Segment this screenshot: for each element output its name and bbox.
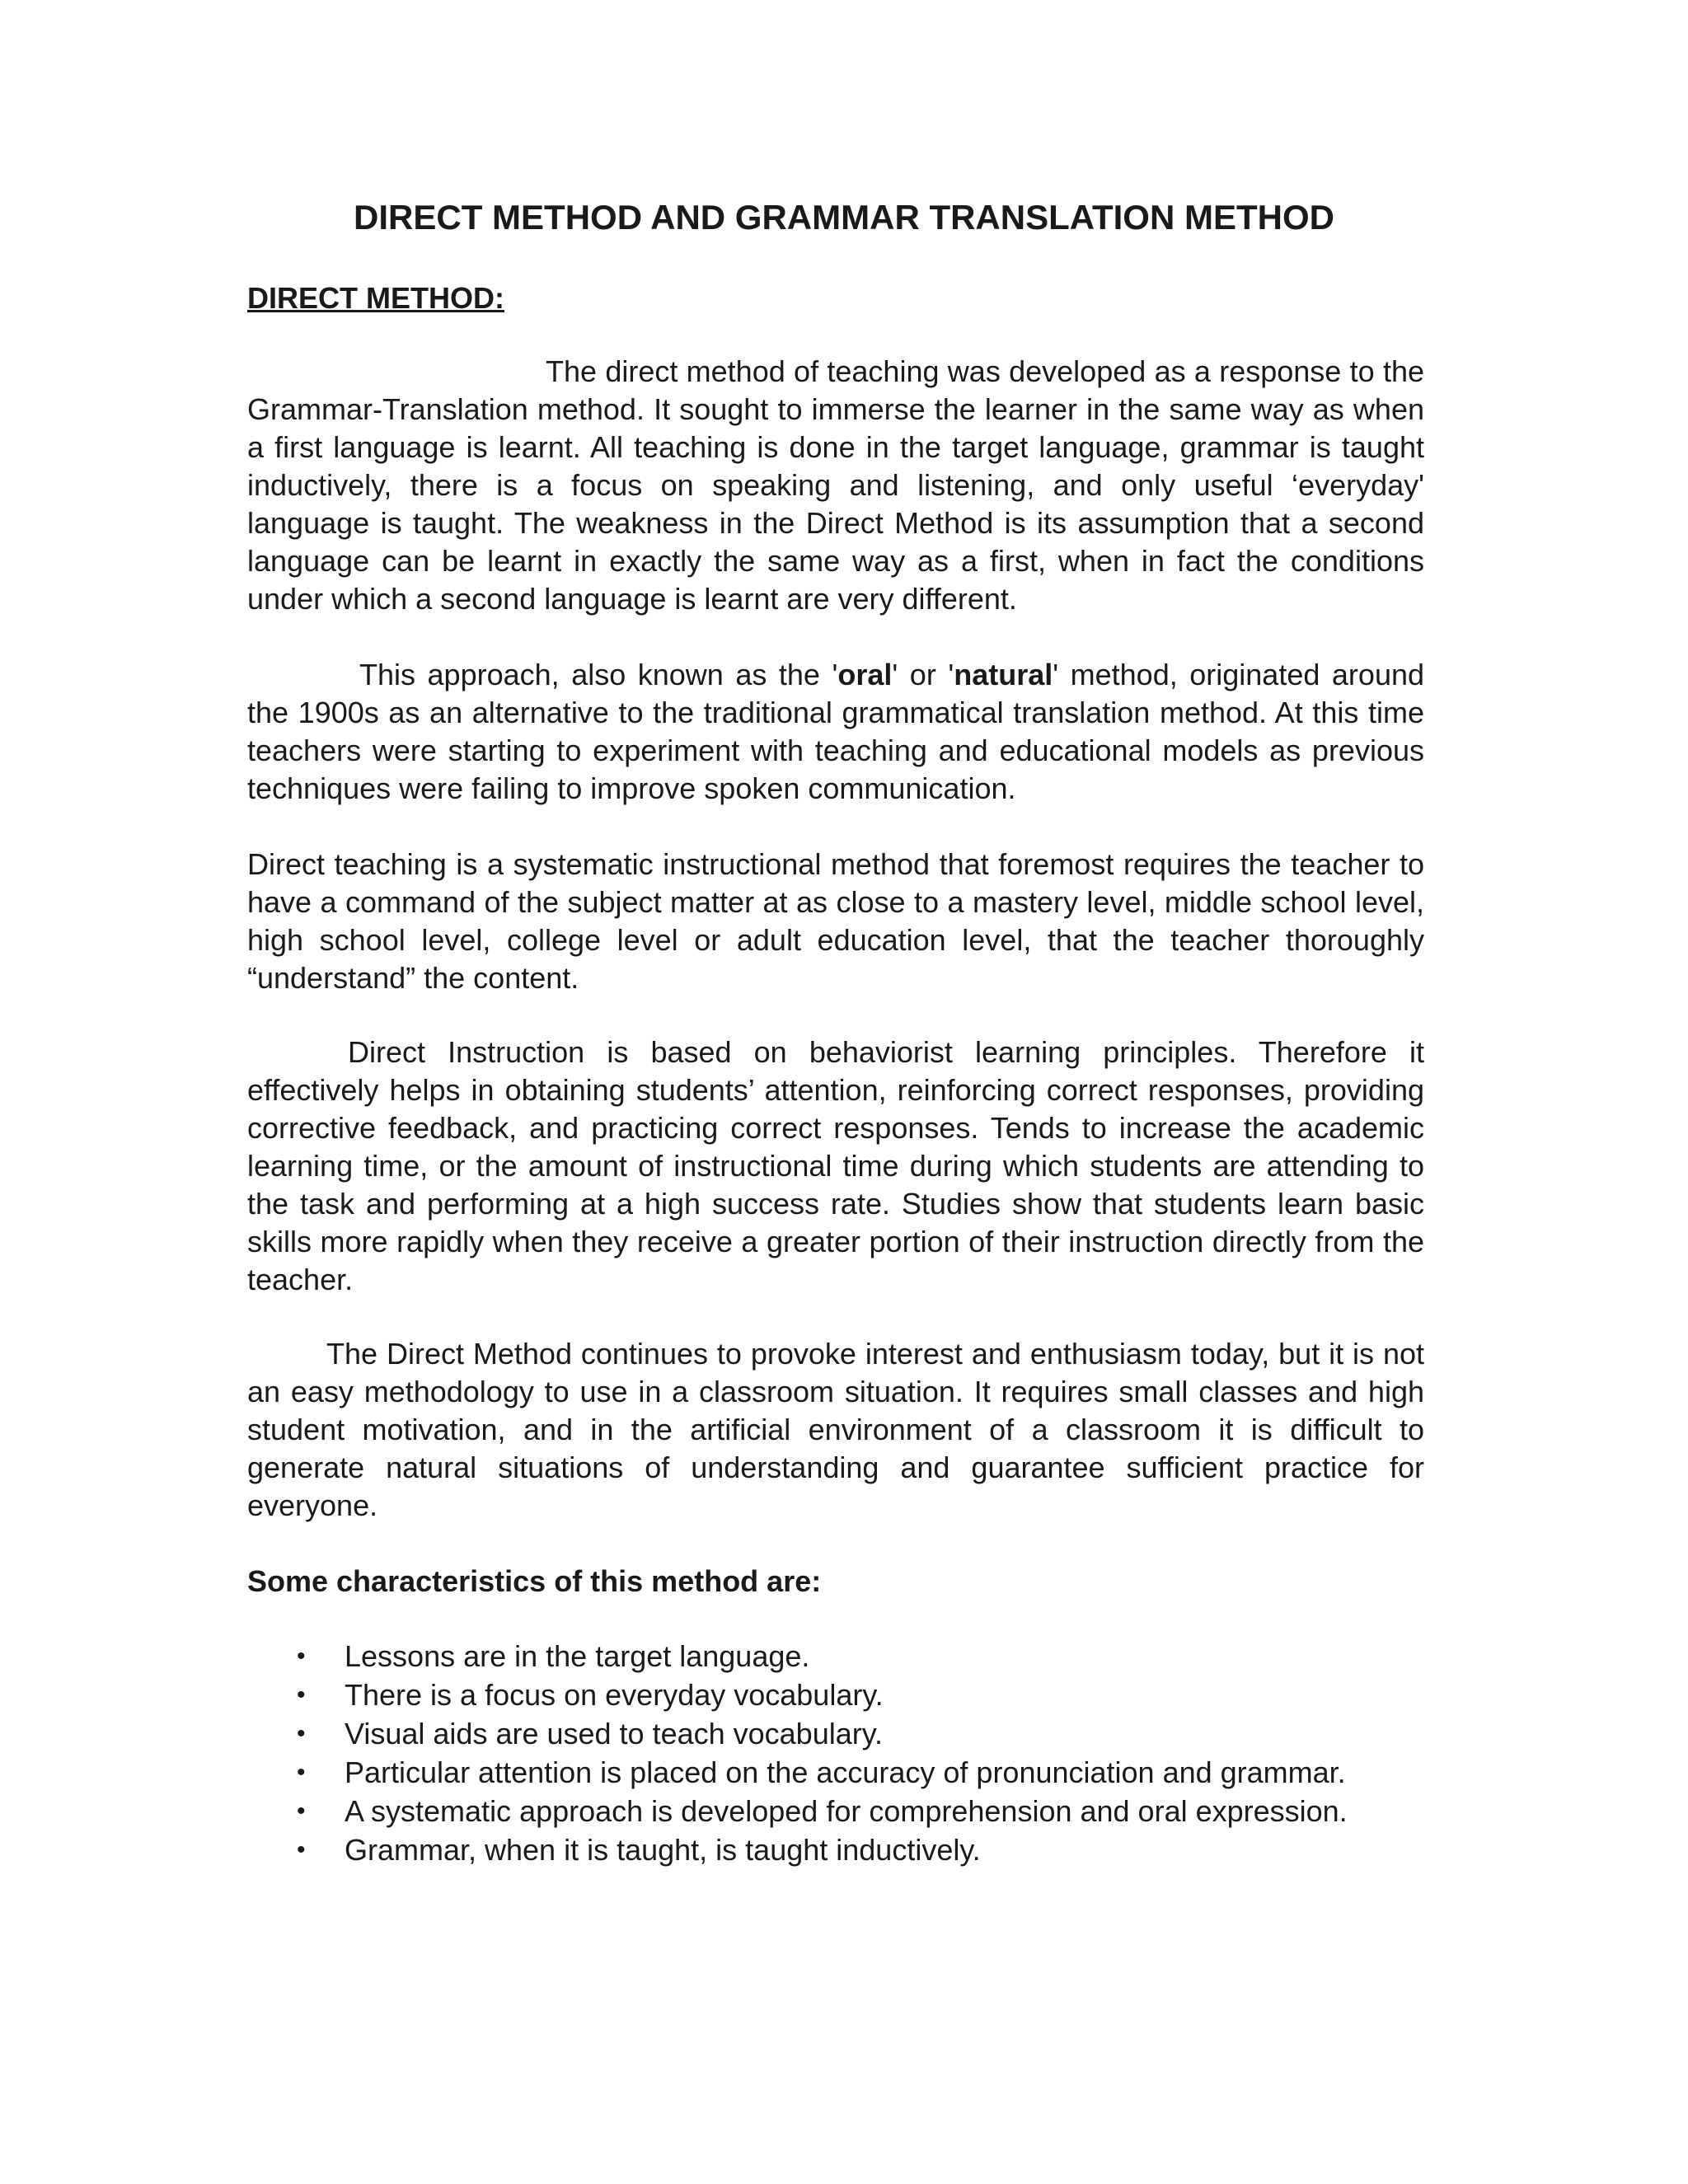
paragraph-continues: The Direct Method continues to provoke interest and enthusiasm today, but it is not an easy methodology to use in a classroom situation. It requires small classes and high student motivation, and in the artificial environment of a classroom it is difficult to generate natural situations of understanding and guarantee sufficient practice for everyone.	[247, 1337, 1424, 1522]
list-item	[247, 1792, 1424, 1830]
list-item-text: A systematic approach is developed for comprehension and oral expression.	[345, 1794, 1348, 1828]
bullet-icon: •	[297, 1681, 306, 1708]
paragraph-text: ' or '	[892, 658, 954, 691]
bullet-icon: •	[297, 1643, 306, 1670]
list-item-text: Grammar, when it is taught, is taught inductively.	[345, 1833, 981, 1867]
section-heading: DIRECT METHOD:	[247, 281, 504, 315]
paragraph-oral-natural	[247, 656, 1424, 808]
bullet-icon: •	[297, 1836, 306, 1863]
list-item	[247, 1637, 1424, 1675]
list-item	[247, 1753, 1424, 1792]
list-item	[247, 1830, 1424, 1869]
list-item	[247, 1675, 1424, 1714]
bold-term-oral: oral	[837, 658, 893, 691]
paragraph-intro: The direct method of teaching was developed as a response to the Grammar-Translation method. It sought to immerse the learner in the same way as when a first language is learnt. All teaching is done in the target language, grammar is taught inductively, there is a focus on speaking and listening, and only useful ‘everyday' language is taught. The weakness in the Direct Method is its assumption that a second language can be learnt in exactly the same way as a first, when in fact the conditions under which a second language is learnt are very different.	[247, 354, 1424, 616]
bullet-icon: •	[297, 1797, 306, 1825]
paragraph-direct-instruction: Direct Instruction is based on behaviorist learning principles. Therefore it effectively helps in obtaining students’ attention, reinforcing correct responses, providing corrective feedback, and practicing correct responses. Tends to increase the academic learning time, or the amount of instructional time during which students are attending to the task and performing at a high success rate. Studies show that students learn basic skills more rapidly when they receive a greater portion of their instruction directly from the teacher.	[247, 1035, 1424, 1296]
list-item-text: Lessons are in the target language.	[345, 1639, 810, 1673]
characteristics-heading: Some characteristics of this method are:	[247, 1564, 822, 1598]
list-item	[247, 1714, 1424, 1753]
paragraph-text: This approach, also known as the '	[359, 658, 838, 691]
page-title: DIRECT METHOD AND GRAMMAR TRANSLATION METHOD	[354, 198, 1334, 237]
list-item-text: There is a focus on everyday vocabulary.	[345, 1678, 884, 1712]
bold-term-natural: natural	[954, 658, 1053, 691]
bullet-icon: •	[297, 1759, 306, 1786]
paragraph-text: ' method, originated around the 1900s as an alternative to the traditional grammatical translation method. At this time teachers were starting to experiment with teaching and educational models as previous techniques were failing to improve spoken communication.	[247, 658, 1425, 805]
list-item-text: Particular attention is placed on the accuracy of pronunciation and grammar.	[345, 1755, 1346, 1789]
bullet-icon: •	[297, 1720, 306, 1747]
list-item-text: Visual aids are used to teach vocabulary.	[345, 1717, 884, 1750]
characteristics-list	[247, 1637, 1424, 1869]
paragraph-direct-teaching: Direct teaching is a systematic instructional method that foremost requires the teacher to have a command of the subject matter at as close to a mastery level, middle school level, high school level, college level or adult education level, that the teacher thoroughly “understand” the content.	[247, 847, 1424, 995]
